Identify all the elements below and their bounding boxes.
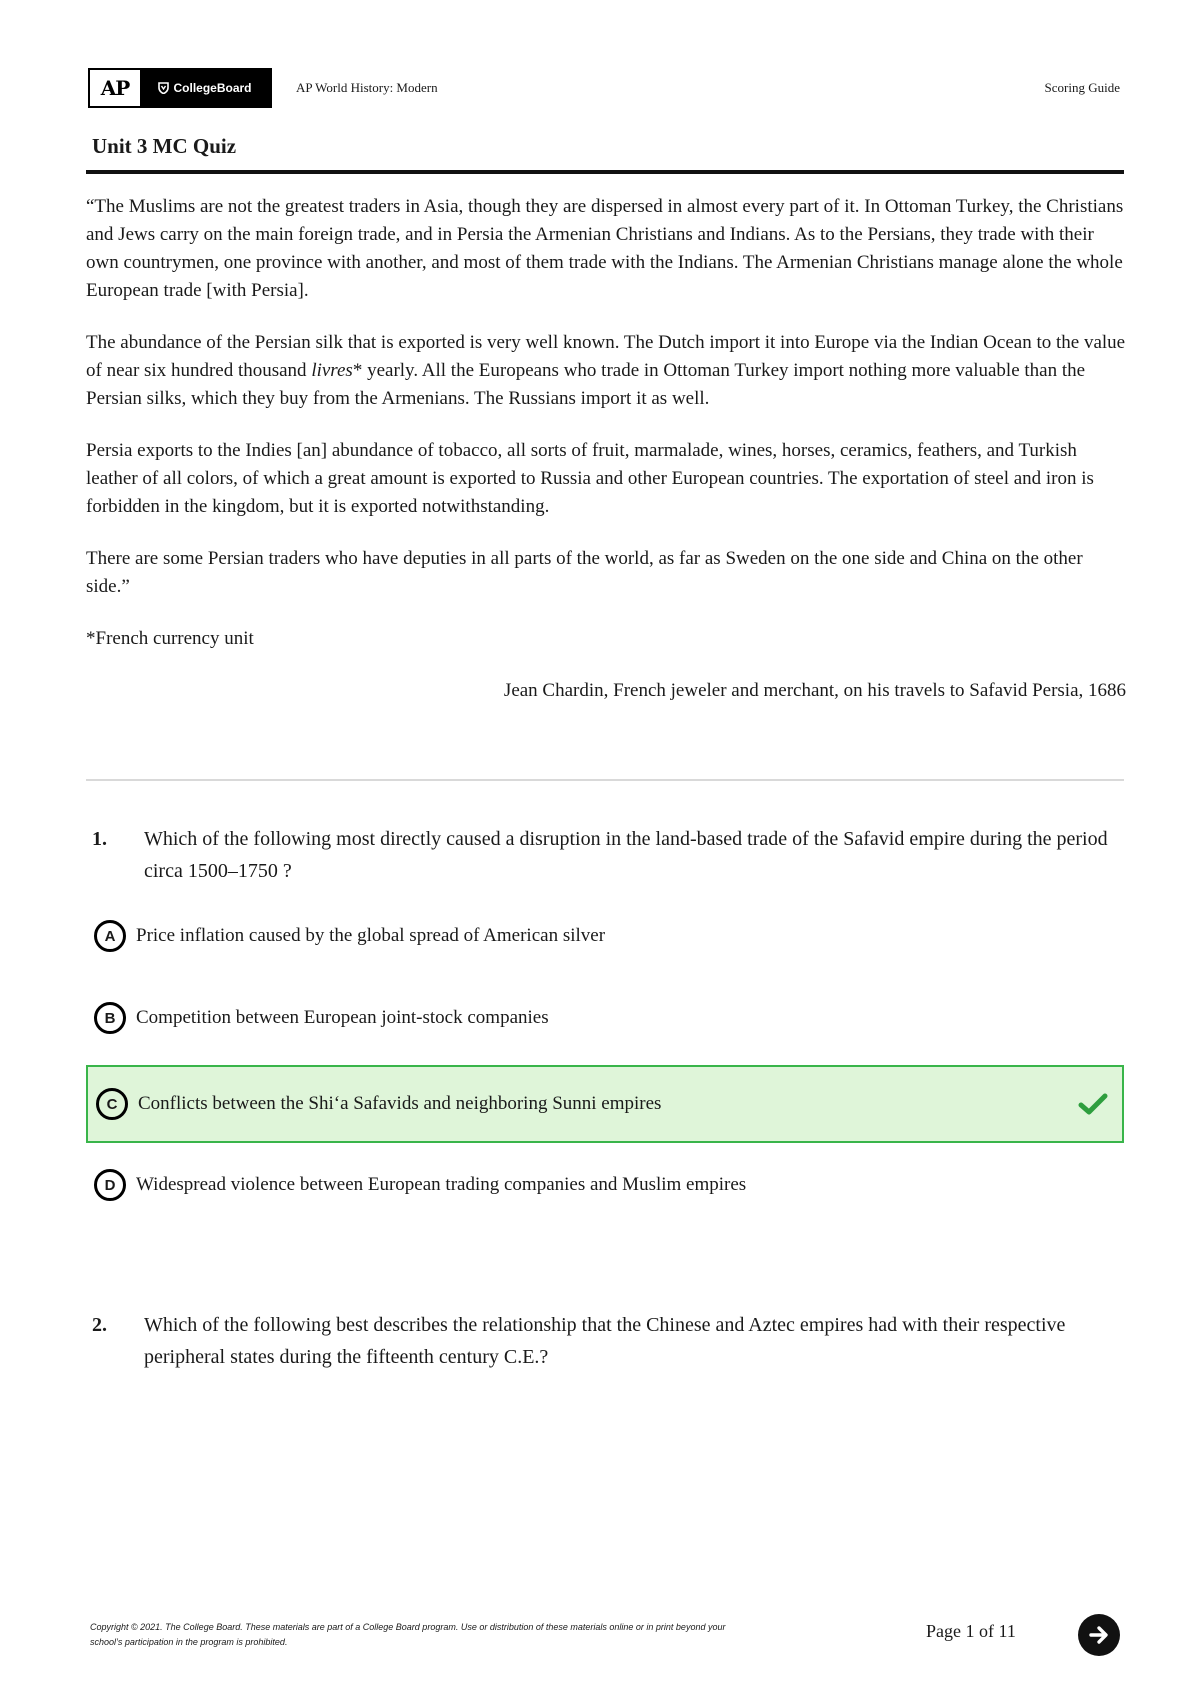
choice-text: Competition between European joint-stock companies bbox=[136, 1007, 549, 1028]
choice-text: Price inflation caused by the global spread of American silver bbox=[136, 925, 606, 946]
copyright-notice: Copyright © 2021. The College Board. These materials are part of a College Board program. Use or distribution of these materials online or in print beyond your school’s participation in the program is prohibited. bbox=[90, 1622, 726, 1647]
choice-text: Widespread violence between European trading companies and Muslim empires bbox=[136, 1174, 747, 1195]
question-number: 1. bbox=[92, 828, 107, 850]
scoring-guide-label: Scoring Guide bbox=[1044, 80, 1120, 95]
answer-choice-b[interactable] bbox=[86, 981, 1124, 1055]
checkmark-icon bbox=[1078, 1092, 1108, 1116]
livres-term: livres bbox=[311, 360, 353, 381]
answer-choice-a[interactable] bbox=[86, 899, 1124, 973]
acorn-icon bbox=[158, 82, 169, 94]
ap-collegeboard-logo bbox=[88, 68, 272, 108]
answer-choice-c-correct[interactable] bbox=[86, 1065, 1124, 1143]
title-divider bbox=[86, 170, 1124, 174]
arrow-right-icon bbox=[1086, 1622, 1112, 1648]
passage-paragraph-4: There are some Persian traders who have deputies in all parts of the world, as far as Sweden on the one side and China on the other side.” bbox=[86, 548, 1083, 597]
collegeboard-logo-text: CollegeBoard bbox=[173, 81, 252, 95]
choice-letter-bubble[interactable]: D bbox=[94, 1169, 126, 1201]
answer-choice-d[interactable] bbox=[86, 1148, 1124, 1222]
next-page-button[interactable] bbox=[1078, 1614, 1120, 1656]
passage-attribution: Jean Chardin, French jeweler and merchant, on his travels to Safavid Persia, 1686 bbox=[503, 680, 1126, 701]
question-number: 2. bbox=[92, 1314, 107, 1336]
page-title: Unit 3 MC Quiz bbox=[92, 134, 237, 158]
passage-paragraph-3: Persia exports to the Indies [an] abundance of tobacco, all sorts of fruit, marmalade, wines, horses, ceramics, feathers, and Turkish leather of all colors, of which a great amount is exported to Russia and other European countries. The exportation of steel and iron is forbidden in the kingdom, but it is exported notwithstanding. bbox=[86, 440, 1094, 517]
course-name: AP World History: Modern bbox=[296, 80, 438, 95]
passage-paragraph-1: “The Muslims are not the greatest traders in Asia, though they are dispersed in almost every part of it. In Ottoman Turkey, the Christians and Jews carry on the main foreign trade, and in Persia the Armenian Christians and Indians. As to the Persians, they trade with their own countrymen, one province with another, and most of them trade with the Indians. The Armenian Christians manage alone the whole European trade [with Persia]. bbox=[86, 196, 1124, 301]
passage-footnote: *French currency unit bbox=[86, 628, 254, 649]
choice-letter-bubble[interactable]: C bbox=[96, 1088, 128, 1120]
choice-text: Conflicts between the Shi‘a Safavids and neighboring Sunni empires bbox=[138, 1093, 662, 1114]
question-1 bbox=[92, 823, 1122, 887]
page-indicator: Page 1 of 11 bbox=[926, 1621, 1016, 1641]
question-2 bbox=[92, 1309, 1122, 1373]
choice-letter-bubble[interactable]: A bbox=[94, 920, 126, 952]
passage-paragraph-2: The abundance of the Persian silk that is exported is very well known. The Dutch import it into Europe via the Indian Ocean to the value of near six hundred thousand livres* yearly. All the Europeans who trade in Ottoman Turkey import nothing more valuable than the Persian silks, which they buy from the Armenians. The Russians import it as well. bbox=[86, 332, 1126, 409]
question-stem: Which of the following best describes the relationship that the Chinese and Aztec empires had with their respective peripheral states during the fifteenth century C.E.? bbox=[144, 1314, 1066, 1368]
source-passage bbox=[86, 193, 1126, 729]
question-stem: Which of the following most directly caused a disruption in the land-based trade of the Safavid empire during the period circa 1500–1750 ? bbox=[144, 828, 1108, 882]
choice-letter-bubble[interactable]: B bbox=[94, 1002, 126, 1034]
ap-logo-text: AP bbox=[90, 70, 140, 106]
section-divider bbox=[86, 779, 1124, 781]
collegeboard-logo bbox=[140, 70, 270, 106]
